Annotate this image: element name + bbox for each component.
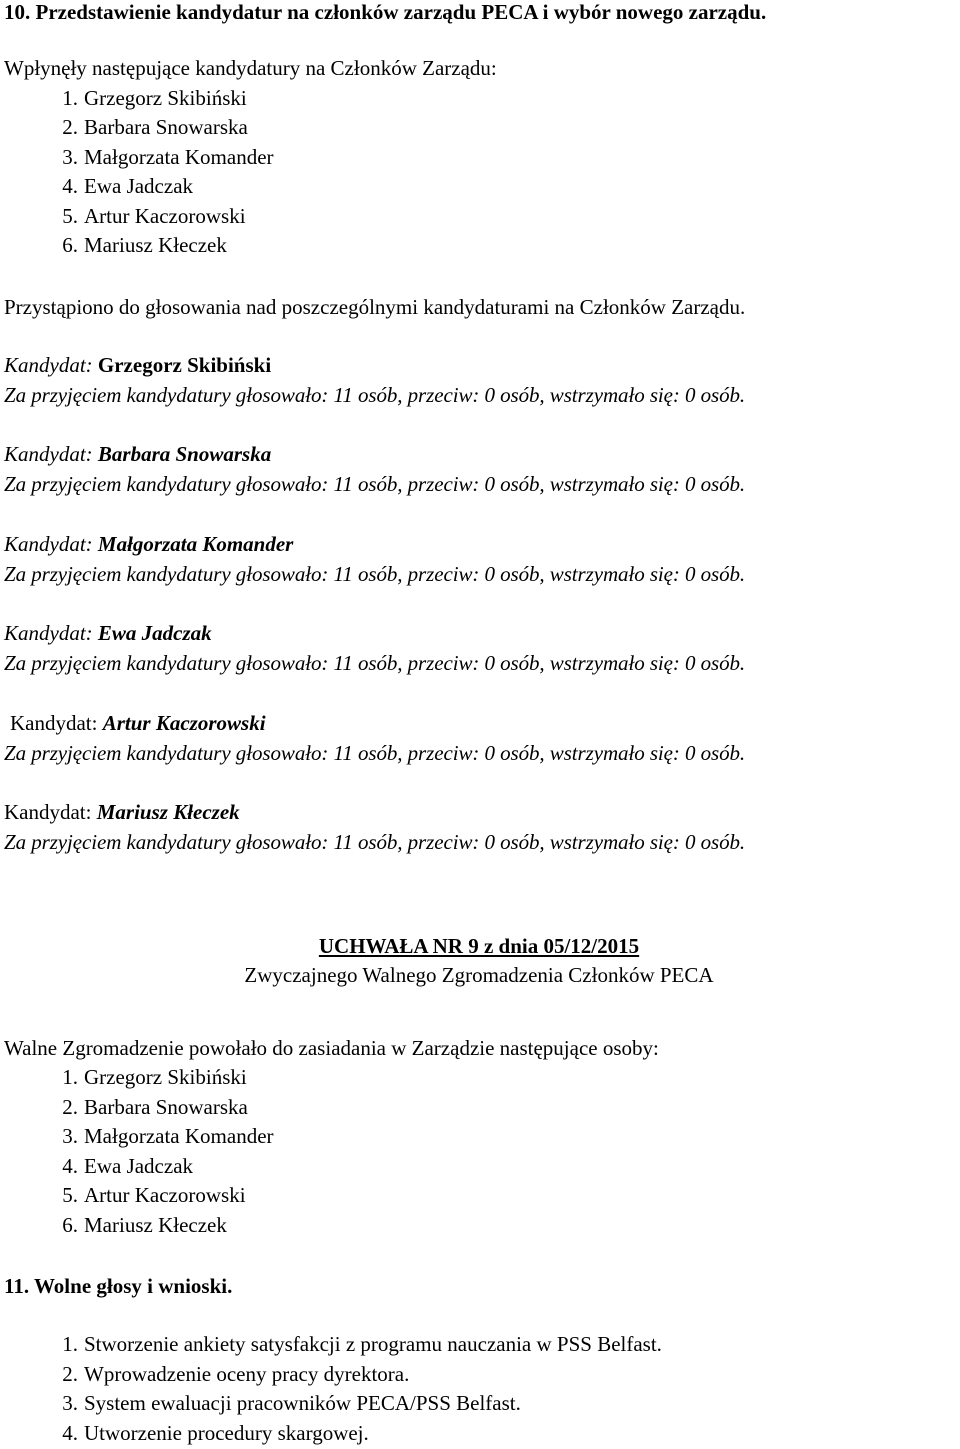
- list-item: 3. Małgorzata Komander: [62, 1124, 274, 1148]
- vote-name: Mariusz Kłeczek: [96, 800, 240, 824]
- list-item: 2. Wprowadzenie oceny pracy dyrektora.: [62, 1362, 410, 1386]
- list-item: 6. Mariusz Kłeczek: [62, 233, 227, 257]
- vote-name: Małgorzata Komander: [97, 532, 294, 556]
- vote-name: Artur Kaczorowski: [102, 711, 266, 735]
- vote-label: Kandydat:: [4, 800, 97, 824]
- list-item: 3. System ewaluacji pracowników PECA/PSS Belfast.: [62, 1391, 521, 1415]
- vote-result: Za przyjęciem kandydatury głosowało: 11 osób, przeciw: 0 osób, wstrzymało się: 0 osób.: [4, 830, 746, 854]
- section-10-heading: 10. Przedstawienie kandydatur na członków zarządu PECA i wybór nowego zarządu.: [4, 0, 767, 24]
- list-item: 2. Barbara Snowarska: [62, 1095, 248, 1119]
- vote-result: Za przyjęciem kandydatury głosowało: 11 osób, przeciw: 0 osób, wstrzymało się: 0 osób.: [4, 472, 746, 496]
- list-item: 6. Mariusz Kłeczek: [62, 1213, 227, 1237]
- vote-result: Za przyjęciem kandydatury głosowało: 11 osób, przeciw: 0 osób, wstrzymało się: 0 osób.: [4, 383, 746, 407]
- list-item: 1. Grzegorz Skibiński: [62, 86, 247, 110]
- vote-label: Kandydat:: [4, 353, 98, 377]
- list-item: 4. Ewa Jadczak: [62, 174, 194, 198]
- vote-result: Za przyjęciem kandydatury głosowało: 11 osób, przeciw: 0 osób, wstrzymało się: 0 osób.: [4, 562, 746, 586]
- list-item: 5. Artur Kaczorowski: [62, 204, 246, 228]
- vote-name: Barbara Snowarska: [97, 442, 272, 466]
- vote-name: Grzegorz Skibiński: [97, 353, 272, 377]
- vote-result: Za przyjęciem kandydatury głosowało: 11 osób, przeciw: 0 osób, wstrzymało się: 0 osób.: [4, 651, 746, 675]
- vote-candidate: [4, 798, 240, 828]
- resolution-intro: Walne Zgromadzenie powołało do zasiadania w Zarządzie następujące osoby:: [4, 1036, 659, 1060]
- vote-candidate: [4, 351, 271, 381]
- vote-label: Kandydat:: [4, 532, 98, 556]
- list-item: 4. Ewa Jadczak: [62, 1154, 194, 1178]
- vote-candidate: [4, 619, 212, 649]
- voting-intro: Przystąpiono do głosowania nad poszczególnymi kandydaturami na Członków Zarządu.: [4, 295, 746, 319]
- vote-candidate: [4, 440, 271, 470]
- resolution-subtitle: Zwyczajnego Walnego Zgromadzenia Członków PECA: [244, 963, 714, 987]
- vote-candidate: [4, 530, 293, 560]
- vote-name: Ewa Jadczak: [97, 621, 212, 645]
- vote-label: Kandydat:: [4, 621, 98, 645]
- candidacies-intro: Wpłynęły następujące kandydatury na Członków Zarządu:: [4, 56, 497, 80]
- list-item: 2. Barbara Snowarska: [62, 115, 248, 139]
- resolution-title: UCHWAŁA NR 9 z dnia 05/12/2015: [318, 934, 640, 958]
- list-item: 1. Grzegorz Skibiński: [62, 1065, 247, 1089]
- list-item: 1. Stworzenie ankiety satysfakcji z programu nauczania w PSS Belfast.: [62, 1332, 662, 1356]
- vote-candidate: [10, 709, 266, 739]
- vote-result: Za przyjęciem kandydatury głosowało: 11 osób, przeciw: 0 osób, wstrzymało się: 0 osób.: [4, 741, 746, 765]
- vote-label: Kandydat:: [4, 442, 98, 466]
- section-11-heading: 11. Wolne głosy i wnioski.: [4, 1274, 233, 1298]
- vote-label: Kandydat:: [10, 711, 103, 735]
- list-item: 4. Utworzenie procedury skargowej.: [62, 1421, 369, 1445]
- list-item: 3. Małgorzata Komander: [62, 145, 274, 169]
- list-item: 5. Artur Kaczorowski: [62, 1183, 246, 1207]
